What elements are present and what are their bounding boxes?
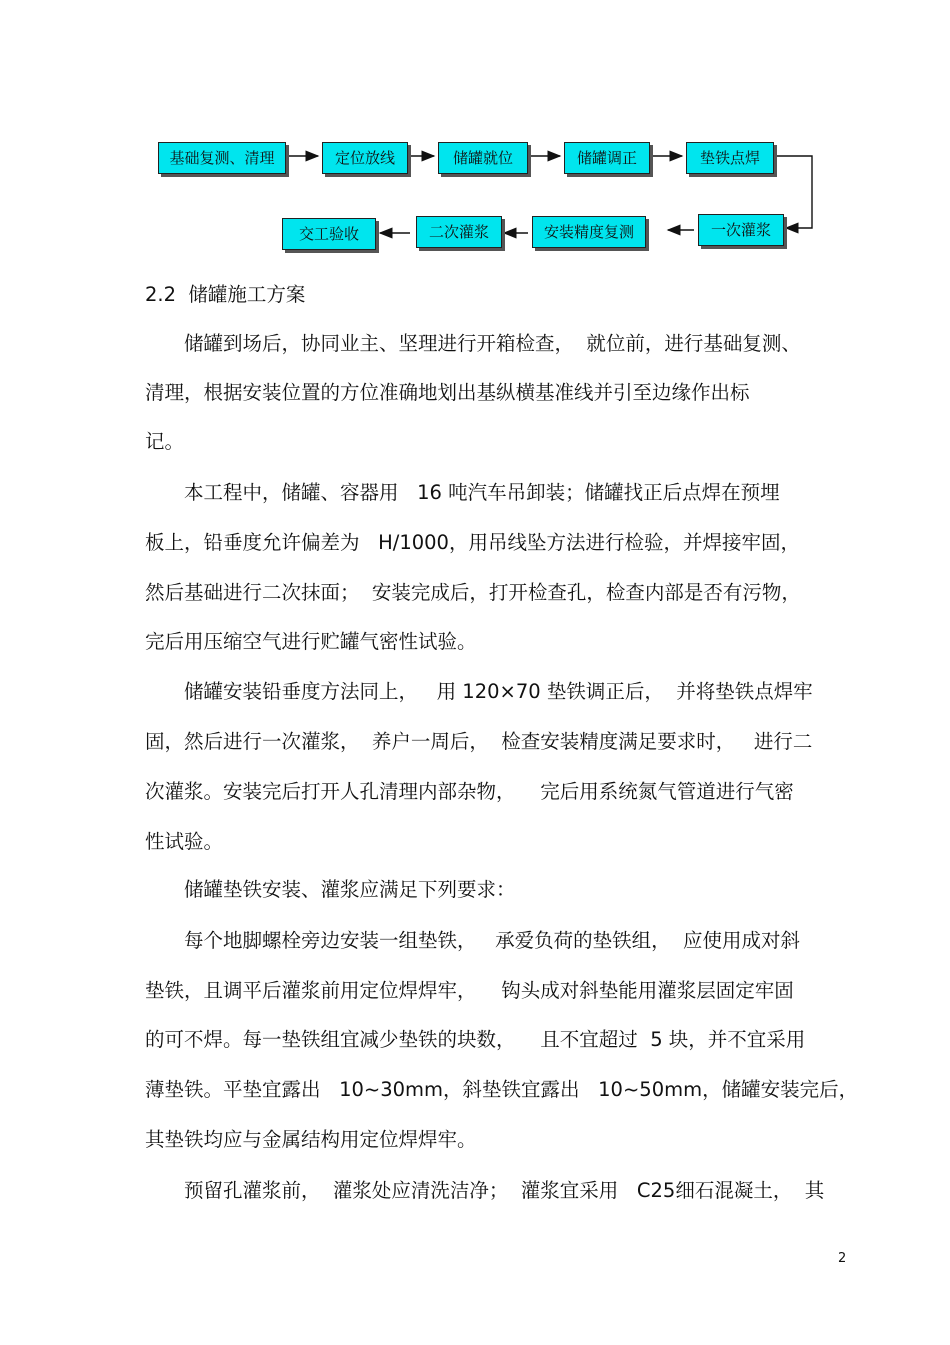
page-number: 2 [838,1251,847,1266]
paragraph-line: 记。 [145,430,185,453]
paragraph-line: 储罐安装铅垂度方法同上， 用 120×70 垫铁调正后， 并将垫铁点焊牢 [145,680,813,703]
section-heading: 2.2 储罐施工方案 [145,283,306,306]
paragraph-line: 薄垫铁。平垫宜露出 10~30mm，斜垫铁宜露出 10~50mm，储罐安装完后， [145,1078,859,1101]
flow-step-first-grouting: 一次灌浆 [698,214,784,246]
paragraph-line: 固，然后进行一次灌浆， 养户一周后， 检查安装精度满足要求时， 进行二 [145,730,813,753]
paragraph-line: 每个地脚螺栓旁边安装一组垫铁， 承爱负荷的垫铁组， 应使用成对斜 [145,929,800,952]
flow-step-foundation-check: 基础复测、清理 [158,142,286,174]
flow-step-tank-alignment: 储罐调正 [564,142,650,174]
paragraph-line: 清理，根据安装位置的方位准确地划出基纵横基准线并引至边缘作出标 [145,381,750,404]
paragraph-line: 本工程中，储罐、容器用 16 吨汽车吊卸装；储罐找正后点焊在预埋 [145,481,780,504]
paragraph-line: 次灌浆。安装完后打开人孔清理内部杂物， 完后用系统氮气管道进行气密 [145,780,794,803]
paragraph-line: 完后用压缩空气进行贮罐气密性试验。 [145,630,477,653]
flow-step-shim-welding: 垫铁点焊 [686,142,774,174]
paragraph-line: 预留孔灌浆前， 灌浆处应清洗洁净； 灌浆宜采用 C25细石混凝土， 其 [145,1179,825,1202]
paragraph-line: 储罐到场后，协同业主、坚理进行开箱检查， 就位前，进行基础复测、 [145,332,801,355]
paragraph-line: 储罐垫铁安装、灌浆应满足下列要求： [145,878,516,901]
paragraph-line: 的可不焊。每一垫铁组宜减少垫铁的块数， 且不宜超过 5 块，并不宜采用 [145,1028,806,1051]
flow-step-positioning: 定位放线 [322,142,408,174]
paragraph-line: 性试验。 [145,830,224,853]
flow-step-second-grouting: 二次灌浆 [416,216,502,248]
paragraph-line: 然后基础进行二次抹面； 安装完成后，打开检查孔，检查内部是否有污物， [145,581,801,604]
flow-step-precision-recheck: 安装精度复测 [532,216,646,248]
paragraph-line: 垫铁，且调平后灌浆前用定位焊焊牢， 钩头成对斜垫能用灌浆层固定牢固 [145,979,794,1002]
construction-flowchart [0,0,950,270]
paragraph-line: 其垫铁均应与金属结构用定位焊焊牢。 [145,1128,477,1151]
flow-step-handover: 交工验收 [282,218,376,250]
flow-step-tank-placement: 储罐就位 [438,142,528,174]
paragraph-line: 板上，铅垂度允许偏差为 H/1000，用吊线坠方法进行检验，并焊接牢固， [145,531,800,554]
